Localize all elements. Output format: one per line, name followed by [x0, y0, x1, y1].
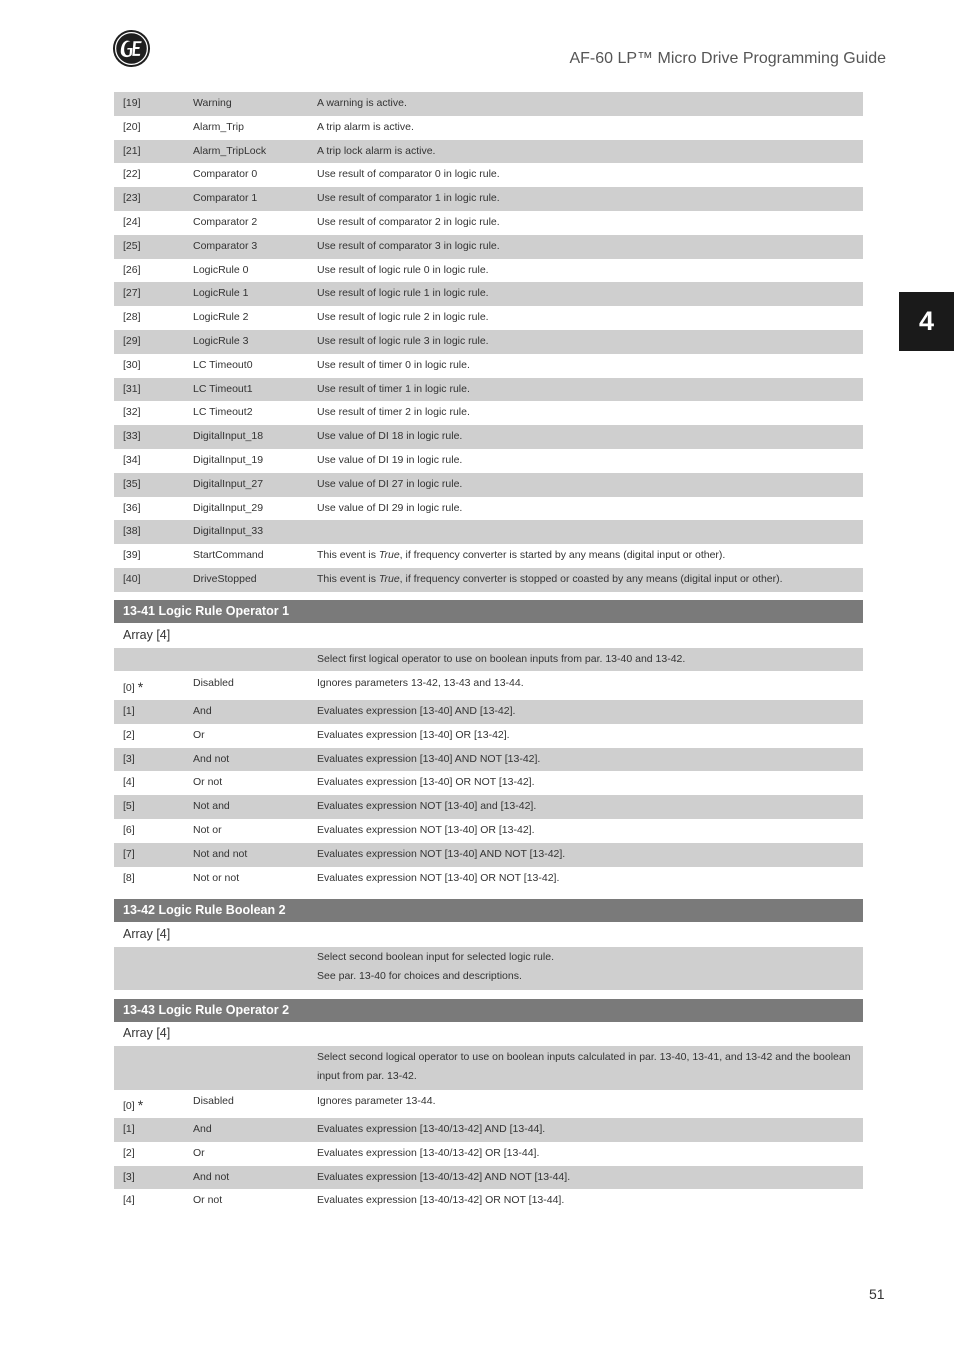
section-intro: Select second logical operator to use on boolean inputs calculated in par. 13-40, 13-41, and 13-42 and the boolean input from par. 13-42.	[114, 1046, 863, 1090]
table-row: [3] And not Evaluates expression [13-40] AND NOT [13-42].	[114, 748, 863, 772]
table-row: [19] Warning A warning is active.	[114, 92, 863, 116]
table-row: [26] LogicRule 0 Use result of logic rule 0 in logic rule.	[123, 263, 489, 276]
default-marker: *	[137, 1097, 144, 1113]
table-row: [24] Comparator 2 Use result of comparator 2 in logic rule.	[123, 215, 500, 228]
table-row: [21] Alarm_TripLock A trip lock alarm is active.	[114, 140, 863, 164]
event-table	[114, 92, 863, 592]
table-row: [8] Not or not Evaluates expression NOT [13-40] OR NOT [13-42].	[123, 871, 560, 884]
section-intro: Select first logical operator to use on boolean inputs from par. 13-40 and 13-42.	[114, 648, 863, 671]
table-row: [40] DriveStopped This event is True, if frequency converter is stopped or coasted by any means (digital input or other).	[114, 568, 863, 592]
array-label: Array [4]	[123, 927, 171, 941]
table-row: [38] DigitalInput_33	[114, 520, 863, 544]
table-row: [36] DigitalInput_29 Use value of DI 29 in logic rule.	[123, 501, 463, 514]
section-description: Select second boolean input for selected logic rule. See par. 13-40 for choices and descriptions.	[114, 947, 863, 990]
table-row: [20] Alarm_Trip A trip alarm is active.	[123, 120, 414, 133]
table-row: [31] LC Timeout1 Use result of timer 1 in logic rule.	[114, 378, 863, 402]
table-row: [2] Or Evaluates expression [13-40/13-42] OR [13-44].	[123, 1146, 540, 1159]
table-row: [23] Comparator 1 Use result of comparator 1 in logic rule.	[114, 187, 863, 211]
default-marker: *	[137, 679, 144, 695]
section-header-13-43: 13-43 Logic Rule Operator 2	[114, 999, 863, 1022]
table-row: [2] Or Evaluates expression [13-40] OR [13-42].	[123, 728, 510, 741]
table-row: [28] LogicRule 2 Use result of logic rule 2 in logic rule.	[123, 311, 489, 324]
table-row: [25] Comparator 3 Use result of comparator 3 in logic rule.	[114, 235, 863, 259]
document-title: AF-60 LP™ Micro Drive Programming Guide	[569, 50, 886, 67]
table-row: [4] Or not Evaluates expression [13-40/13-42] OR NOT [13-44].	[123, 1194, 565, 1207]
table-row: [4] Or not Evaluates expression [13-40] OR NOT [13-42].	[123, 776, 535, 789]
table-row: [35] DigitalInput_27 Use value of DI 27 in logic rule.	[114, 473, 863, 497]
table-row: [39] StartCommand This event is True, if frequency converter is started by any means (digital input or other).	[123, 549, 726, 562]
table-row: [1] And Evaluates expression [13-40/13-42] AND [13-44].	[114, 1118, 863, 1142]
array-label: Array [4]	[123, 1026, 171, 1040]
table-row: [33] DigitalInput_18 Use value of DI 18 in logic rule.	[114, 425, 863, 449]
chapter-tab: 4	[899, 292, 954, 351]
operator-2-table	[114, 1090, 863, 1213]
table-row: [30] LC Timeout0 Use result of timer 0 in logic rule.	[123, 358, 470, 371]
table-row: [29] LogicRule 3 Use result of logic rule 3 in logic rule.	[114, 330, 863, 354]
table-row: [0] * Disabled Ignores parameter 13-44.	[123, 1095, 436, 1113]
table-row: [7] Not and not Evaluates expression NOT [13-40] AND NOT [13-42].	[114, 843, 863, 867]
table-row: [34] DigitalInput_19 Use value of DI 19 in logic rule.	[123, 453, 463, 466]
table-row: [5] Not and Evaluates expression NOT [13-40] and [13-42].	[114, 795, 863, 819]
table-row: [0] * Disabled Ignores parameters 13-42, 13-43 and 13-44.	[123, 677, 524, 695]
ge-logo-icon	[112, 29, 151, 68]
table-row: [1] And Evaluates expression [13-40] AND [13-42].	[114, 700, 863, 724]
array-label: Array [4]	[123, 628, 171, 642]
table-row: [27] LogicRule 1 Use result of logic rule 1 in logic rule.	[114, 282, 863, 306]
section-header-13-41: 13-41 Logic Rule Operator 1	[114, 600, 863, 623]
operator-1-table	[114, 672, 863, 890]
page-number: 51	[869, 1286, 885, 1302]
table-row: [32] LC Timeout2 Use result of timer 2 in logic rule.	[123, 406, 470, 419]
table-row: [3] And not Evaluates expression [13-40/13-42] AND NOT [13-44].	[114, 1166, 863, 1190]
section-header-13-42: 13-42 Logic Rule Boolean 2	[114, 899, 863, 922]
table-row: [6] Not or Evaluates expression NOT [13-40] OR [13-42].	[123, 823, 535, 836]
table-row: [22] Comparator 0 Use result of comparator 0 in logic rule.	[123, 168, 500, 181]
